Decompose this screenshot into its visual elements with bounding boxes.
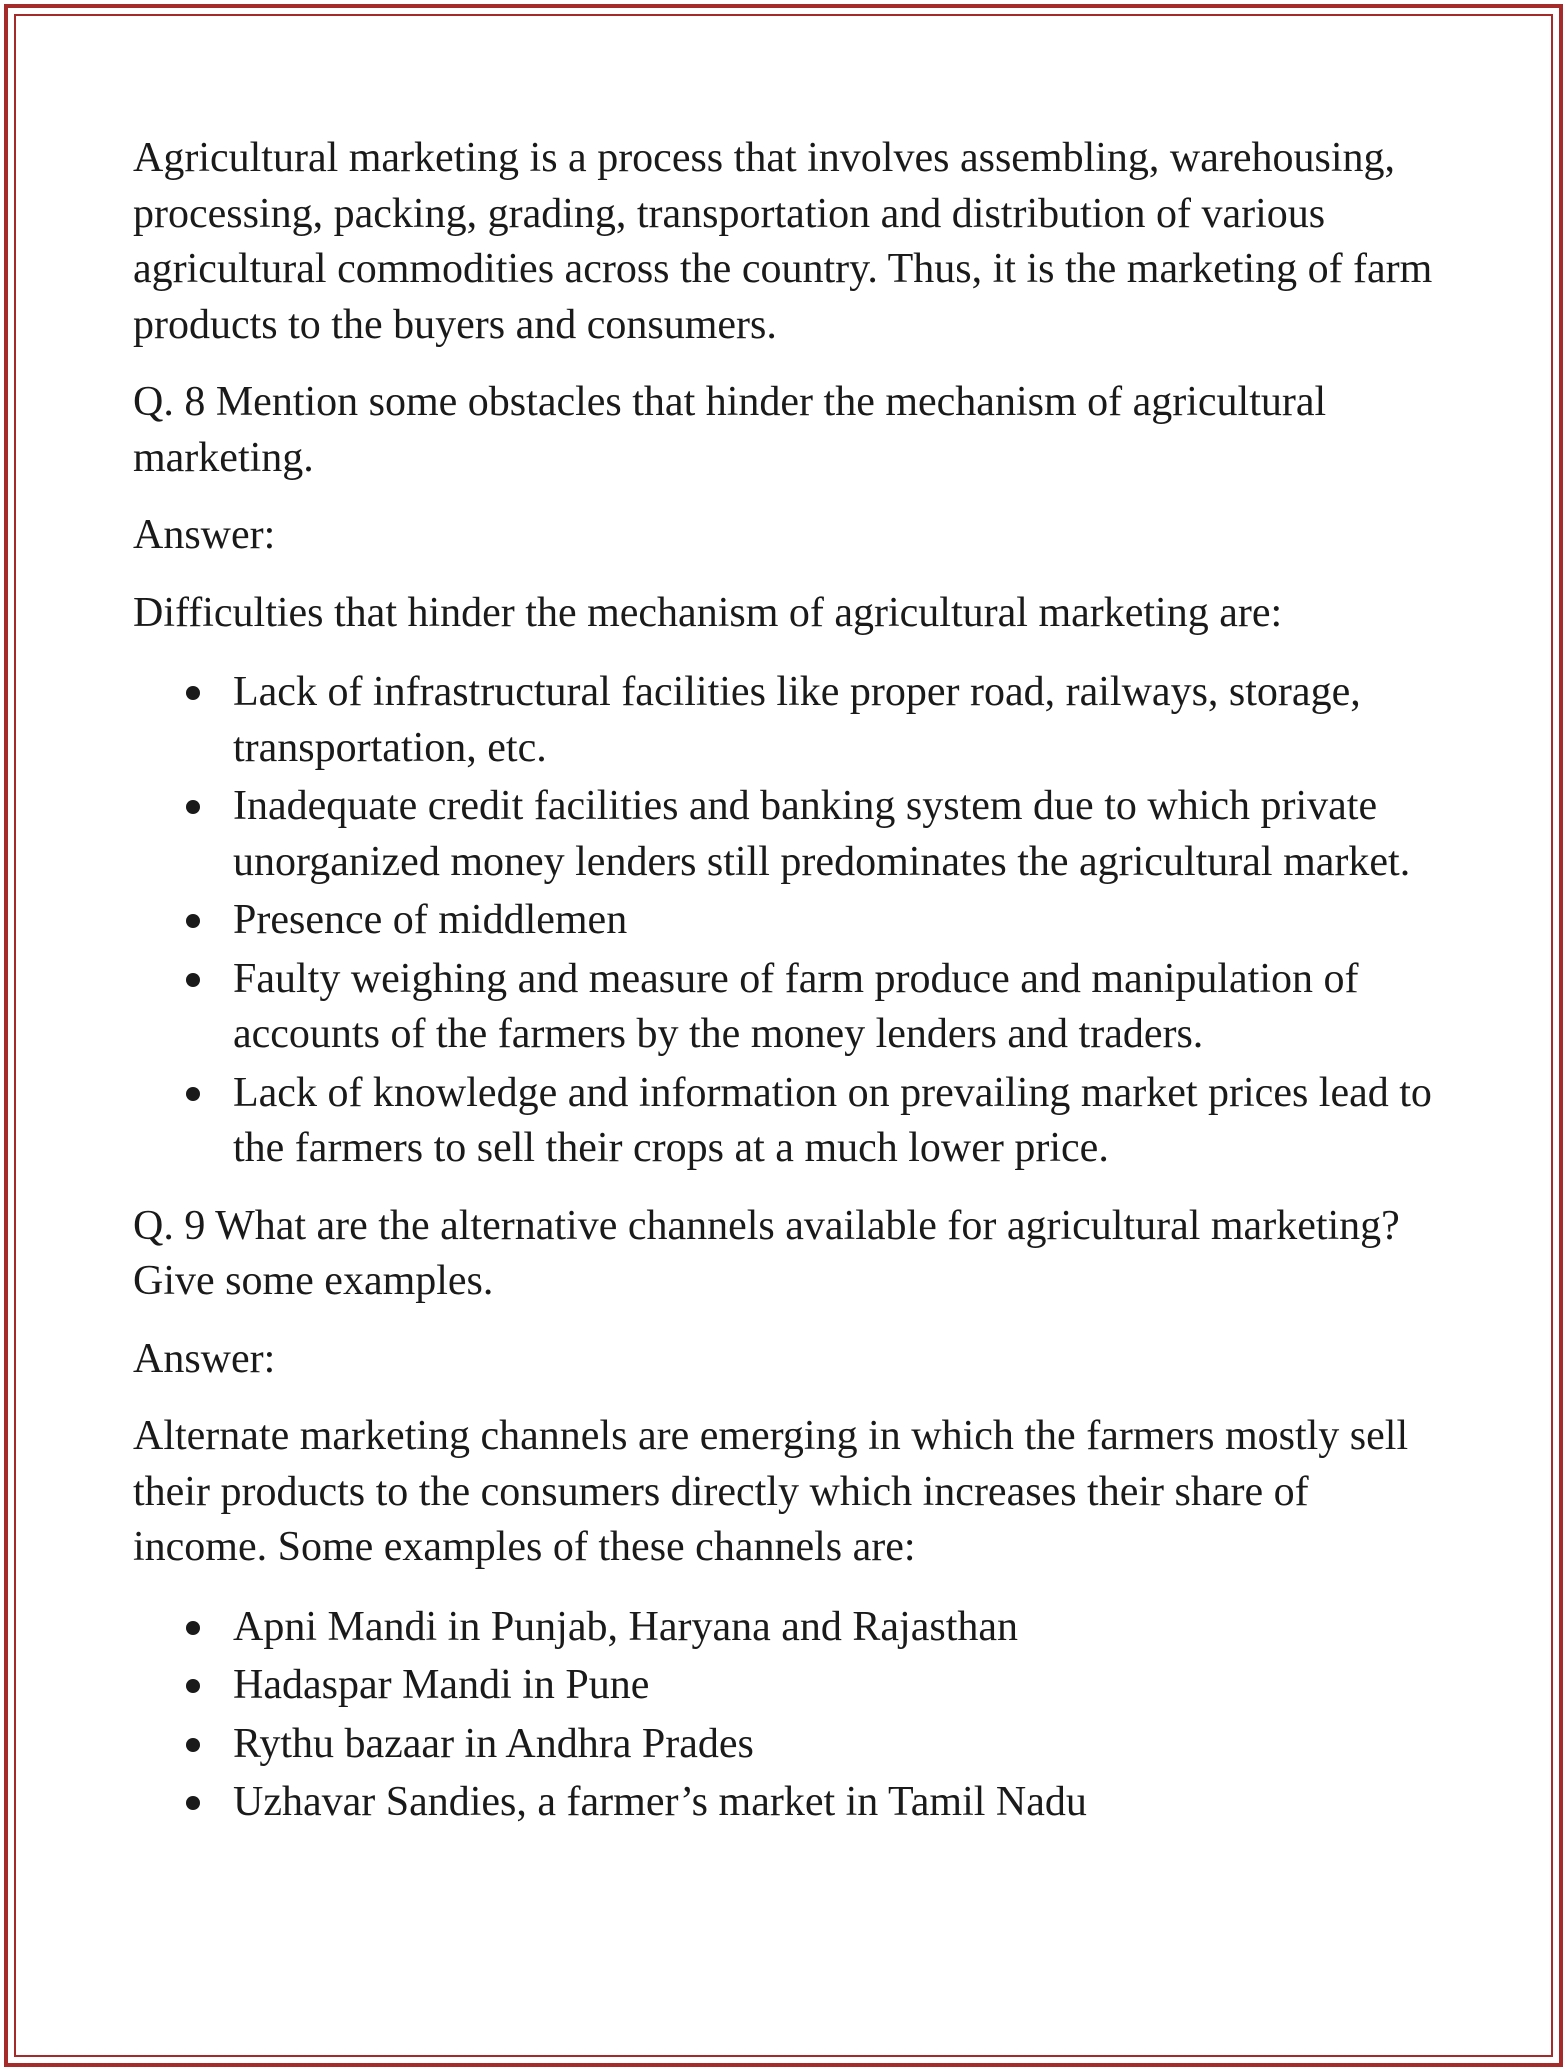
bullet-icon [186,914,200,928]
bullet-icon [186,1796,200,1810]
bullet-icon [186,1621,200,1635]
q8-answer-intro: Difficulties that hinder the mechanism of agricultural marketing are: [133,589,1283,636]
list-item-text: Hadaspar Mandi in Pune [233,1662,650,1708]
list-item-text: Presence of middlemen [233,897,628,943]
list-item [133,1600,1453,1656]
bullet-icon [186,800,200,814]
list-item [133,1717,1453,1773]
list-item-text: Rythu bazaar in Andhra Prades [233,1720,754,1767]
q8-answer-label: Answer: [133,512,276,558]
list-item [133,1066,1453,1177]
list-item-text: Uzhavar Sandies, a farmer’s market in Tamil Nadu [233,1779,1087,1825]
list-item-text: Inadequate credit facilities and banking system due to which private unorganized money lenders still predominates the agricultural market. [233,783,1411,885]
bullet-icon [186,1679,200,1693]
bullet-icon [186,1087,200,1101]
list-item [133,952,1453,1063]
bullet-icon [186,686,200,700]
list-item-text: Apni Mandi in Punjab, Haryana and Rajasthan [233,1603,1018,1650]
list-item-text: Lack of knowledge and information on prevailing market prices lead to the farmers to sell their crops at a much lower price. [233,1069,1432,1171]
bullet-icon [186,1738,200,1752]
list-item-text: Faulty weighing and measure of farm produce and manipulation of accounts of the farmers by the money lenders and traders. [233,955,1359,1057]
document-body [133,131,1453,1834]
q9-answer-label: Answer: [133,1335,276,1382]
q8-bullet-list [133,665,1453,1177]
bullet-icon [186,973,200,987]
q9-bullet-list [133,1600,1453,1831]
list-item [133,1658,1453,1714]
intro-paragraph: Agricultural marketing is a process that involves assembling, warehousing, processing, packing, grading, transportation and distribution of various agricultural commodities across the country. Thus, it is the marketing of farm products to the buyers and consumers. [133,135,1433,348]
list-item [133,893,1453,949]
q9-question: Q. 9 What are the alternative channels available for agricultural marketing? Give some examples. [133,1202,1400,1304]
list-item [133,779,1453,890]
list-item-text: Lack of infrastructural facilities like proper road, railways, storage, transportation, etc. [233,669,1361,771]
q8-question: Q. 8 Mention some obstacles that hinder the mechanism of agricultural marketing. [133,379,1327,481]
q9-answer-intro: Alternate marketing channels are emerging in which the farmers mostly sell their products to the consumers directly which increases their share of income. Some examples of these channels are: [133,1413,1409,1570]
list-item [133,665,1453,776]
list-item [133,1775,1453,1831]
